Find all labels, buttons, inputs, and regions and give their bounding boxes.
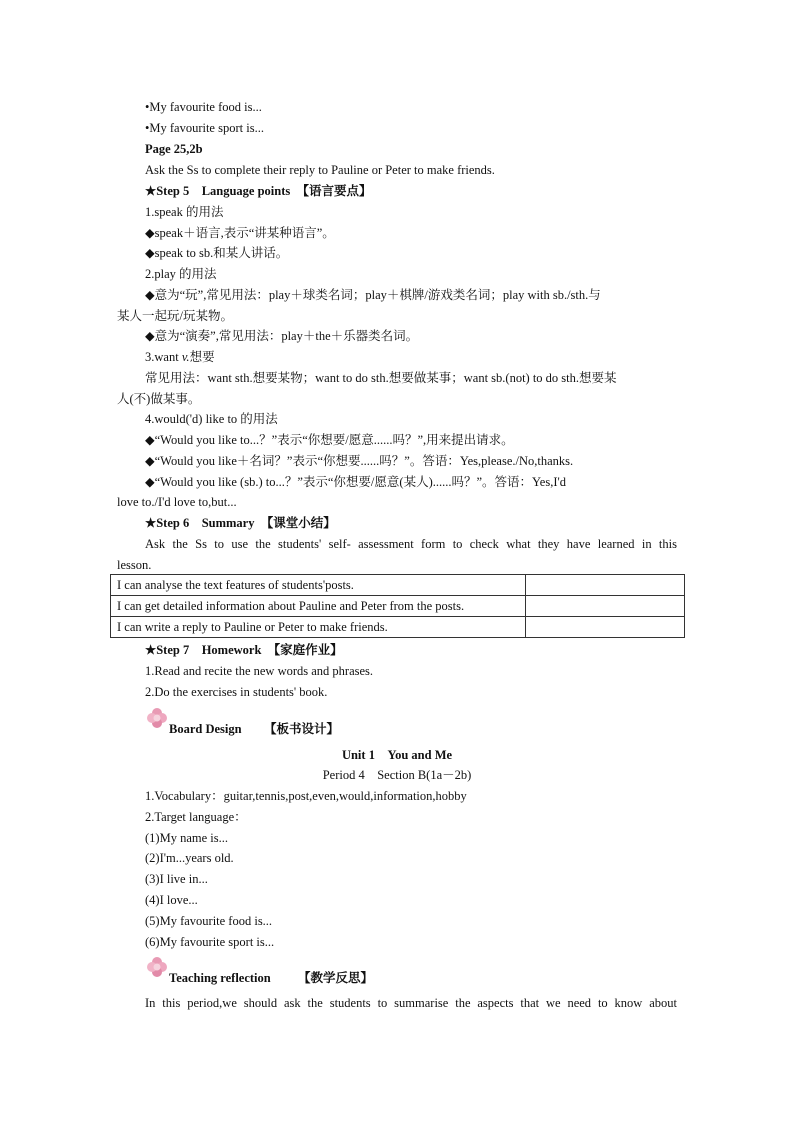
self-assessment-table — [110, 574, 685, 638]
summary-text-b: lesson. — [117, 558, 152, 572]
board-design-cn: 【板书设计】 — [264, 722, 340, 736]
homework-2: 2.Do the exercises in students' book. — [145, 685, 328, 699]
would-usage-3b: love to./I'd love to,but... — [117, 495, 237, 509]
play-usage-1a: ◆意为“玩”,常见用法：play＋球类名词；play＋棋牌/游戏类名词；play with sb./sth.与 — [145, 288, 601, 302]
reflection-text: In this period,we should ask the students to summarise the aspects that we need to know about — [145, 996, 677, 1010]
teaching-reflection-heading: Teaching reflection — [169, 971, 271, 985]
want-heading-meaning: 想要 — [189, 350, 215, 364]
want-heading — [145, 349, 215, 365]
vocabulary-line: 1.Vocabulary：guitar,tennis,post,even,would,information,hobby — [145, 789, 467, 803]
target-item: (2)I'm...years old. — [145, 851, 234, 865]
page-reference: Page 25,2b — [145, 142, 203, 156]
table-row — [111, 617, 685, 638]
summary-text-a: Ask the Ss to use the students' self- assessment form to check what they have learned in this — [145, 537, 677, 551]
speak-usage-2: ◆speak to sb.和某人讲话。 — [145, 246, 289, 260]
target-item: (1)My name is... — [145, 831, 228, 845]
table-cell-mark — [526, 617, 685, 638]
play-heading: 2.play 的用法 — [145, 267, 217, 281]
table-cell-mark — [526, 575, 685, 596]
target-item: (4)I love... — [145, 893, 198, 907]
would-usage-2: ◆“Would you like＋名词？”表示“你想要......吗？”。答语：Yes,please./No,thanks. — [145, 454, 574, 468]
period-subtitle: Period 4 Section B(1a－2b) — [322, 768, 472, 782]
board-design-heading: Board Design — [169, 722, 242, 736]
would-usage-1: ◆“Would you like to...？”表示“你想要/愿意......吗？”,用来提出请求。 — [145, 433, 514, 447]
target-item: (3)I live in... — [145, 872, 208, 886]
table-cell-statement: I can get detailed information about Pauline and Peter from the posts. — [111, 596, 526, 617]
unit-title: Unit 1 You and Me — [341, 748, 453, 762]
want-heading-pos: v. — [181, 350, 190, 364]
teaching-reflection-cn: 【教学反思】 — [298, 971, 374, 985]
would-heading: 4.would('d) like to 的用法 — [145, 412, 278, 426]
page-task-text: Ask the Ss to complete their reply to Pauline or Peter to make friends. — [145, 163, 495, 177]
step5-heading: ★Step 5 Language points 【语言要点】 — [145, 184, 372, 198]
table-cell-mark — [526, 596, 685, 617]
favourite-sport-line: •My favourite sport is... — [145, 121, 264, 135]
flower-bullet-icon — [146, 956, 168, 978]
target-item: (5)My favourite food is... — [145, 914, 273, 928]
step7-heading: ★Step 7 Homework 【家庭作业】 — [145, 643, 343, 657]
flower-bullet-icon — [146, 707, 168, 729]
step6-heading: ★Step 6 Summary 【课堂小结】 — [145, 516, 336, 530]
table-cell-statement: I can write a reply to Pauline or Peter to make friends. — [111, 617, 526, 638]
speak-heading: 1.speak 的用法 — [145, 205, 224, 219]
table-row — [111, 596, 685, 617]
speak-usage-1: ◆speak＋语言,表示“讲某种语言”。 — [145, 226, 335, 240]
play-usage-2: ◆意为“演奏”,常见用法：play＋the＋乐器类名词。 — [145, 329, 419, 343]
want-usage-1b: 人(不)做某事。 — [117, 392, 201, 406]
target-language-heading: 2.Target language： — [145, 810, 247, 824]
play-usage-1b: 某人一起玩/玩某物。 — [117, 309, 233, 323]
want-heading-word: 3.want — [145, 350, 182, 364]
table-cell-statement: I can analyse the text features of students'posts. — [111, 575, 526, 596]
would-usage-3a: ◆“Would you like (sb.) to...？”表示“你想要/愿意(某人)......吗？”。答语：Yes,I'd — [145, 475, 567, 489]
table-row — [111, 575, 685, 596]
target-item: (6)My favourite sport is... — [145, 935, 275, 949]
want-usage-1a: 常见用法：want sth.想要某物；want to do sth.想要做某事；want sb.(not) to do sth.想要某 — [145, 371, 617, 385]
homework-1: 1.Read and recite the new words and phrases. — [145, 664, 374, 678]
favourite-food-line: •My favourite food is... — [145, 100, 262, 114]
